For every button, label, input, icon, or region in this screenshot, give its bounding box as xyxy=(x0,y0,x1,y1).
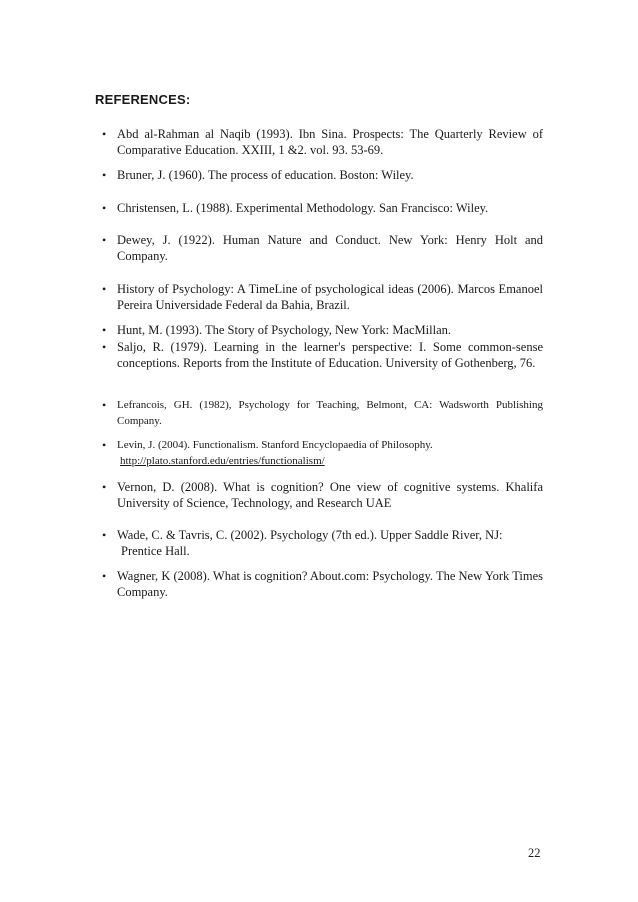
bullet-icon: • xyxy=(102,201,107,215)
reference-text-continuation: Prentice Hall. xyxy=(121,544,190,558)
reference-item xyxy=(102,232,543,264)
reference-text: Wagner, K (2008). What is cognition? About.com: Psychology. The New York Times Company. xyxy=(117,569,543,599)
bullet-icon: • xyxy=(102,438,107,452)
reference-text: Abd al-Rahman al Naqib (1993). Ibn Sina. Prospects: The Quarterly Review of Comparative Education. XXIII, 1 &2. vol. 93. 53-69. xyxy=(117,127,543,157)
bullet-icon: • xyxy=(102,282,107,296)
bullet-icon: • xyxy=(102,340,107,354)
bullet-icon: • xyxy=(102,569,107,583)
reference-text: Hunt, M. (1993). The Story of Psychology, New York: MacMillan. xyxy=(117,323,452,337)
reference-item xyxy=(102,527,543,559)
bullet-icon: • xyxy=(102,323,107,337)
reference-item xyxy=(102,479,543,511)
page-number: 22 xyxy=(528,846,541,860)
reference-item xyxy=(102,568,543,600)
bullet-icon: • xyxy=(102,480,107,494)
reference-item xyxy=(102,322,543,338)
reference-text: Bruner, J. (1960). The process of education. Boston: Wiley. xyxy=(117,168,414,182)
reference-url-link[interactable]: http://plato.stanford.edu/entries/functionalism/ xyxy=(120,455,325,467)
reference-text: Lefrancois, GH. (1982), Psychology for Teaching, Belmont, CA: Wadsworth Publishing Company. xyxy=(117,399,543,427)
bullet-icon: • xyxy=(102,127,107,141)
reference-item xyxy=(102,167,543,183)
reference-item xyxy=(102,339,543,371)
reference-item xyxy=(102,437,543,469)
reference-text: Saljo, R. (1979). Learning in the learner's perspective: I. Some common-sense conceptions. Reports from the Institute of Education. University of Gothenberg, 76. xyxy=(117,340,543,370)
reference-text: Vernon, D. (2008). What is cognition? One view of cognitive systems. Khalifa University of Science, Technology, and Research UAE xyxy=(117,480,543,510)
bullet-icon: • xyxy=(102,168,107,182)
reference-item xyxy=(102,200,543,216)
bullet-icon: • xyxy=(102,233,107,247)
reference-text: Wade, C. & Tavris, C. (2002). Psychology (7th ed.). Upper Saddle River, NJ: xyxy=(117,528,503,542)
reference-text: History of Psychology: A TimeLine of psychological ideas (2006). Marcos Emanoel Pereira Universidade Federal da Bahia, Brazil. xyxy=(117,282,543,312)
references-heading: REFERENCES: xyxy=(95,92,191,107)
reference-text: Levin, J. (2004). Functionalism. Stanford Encyclopaedia of Philosophy. xyxy=(117,439,433,451)
reference-item xyxy=(102,126,543,158)
bullet-icon: • xyxy=(102,398,107,412)
reference-text: Christensen, L. (1988). Experimental Methodology. San Francisco: Wiley. xyxy=(117,201,489,215)
bullet-icon: • xyxy=(102,528,107,542)
reference-text: Dewey, J. (1922). Human Nature and Conduct. New York: Henry Holt and Company. xyxy=(117,233,543,263)
reference-item xyxy=(102,281,543,313)
reference-item xyxy=(102,397,543,429)
